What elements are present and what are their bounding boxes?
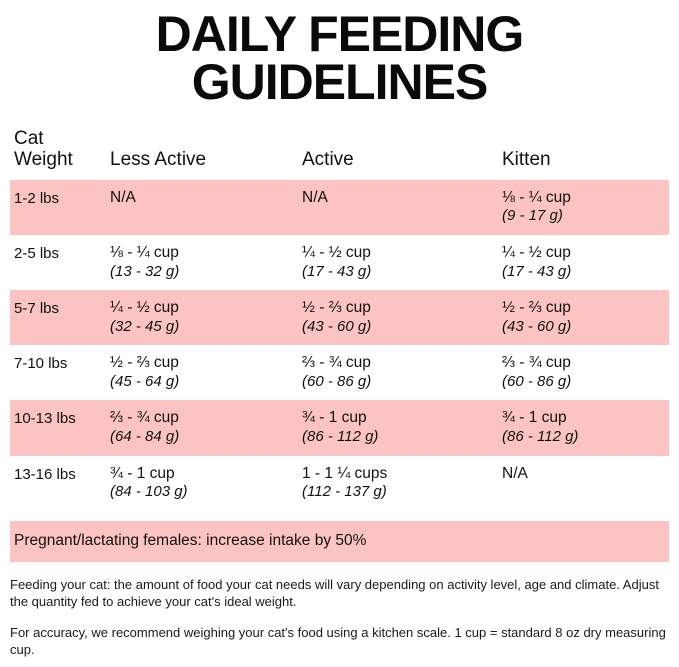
- amount-cups: ⅔ - ¾ cup: [302, 354, 371, 372]
- footnote-accuracy: For accuracy, we recommend weighing your cat's food using a kitchen scale. 1 cup = standard 8 oz dry measuring cup.: [10, 625, 666, 658]
- table-header-row: [10, 128, 669, 180]
- cell-weight: 13-16 lbs: [14, 465, 76, 483]
- table-row: [10, 345, 669, 400]
- table-row: [10, 290, 669, 345]
- amount-grams: (17 - 43 g): [302, 262, 372, 280]
- amount-cups: ⅛ - ¼ cup: [110, 243, 179, 261]
- amount-grams: (17 - 43 g): [502, 262, 572, 280]
- cell-active: [298, 345, 498, 400]
- amount-grams: (45 - 64 g): [110, 373, 180, 391]
- amount-cups: ½ - ⅔ cup: [110, 354, 179, 372]
- cell-less-active: [106, 290, 298, 345]
- footnotes: [10, 576, 669, 659]
- column-header-less-active: Less Active: [110, 149, 207, 171]
- amount-grams: (43 - 60 g): [502, 317, 572, 335]
- cell-weight: 1-2 lbs: [10, 180, 106, 235]
- table-row: [10, 180, 669, 235]
- column-header-active: Active: [302, 149, 354, 171]
- page-title-line-2: GUIDELINES: [191, 54, 488, 110]
- amount-cups: 1 - 1 ¼ cups: [302, 464, 388, 482]
- table-header: [10, 128, 669, 180]
- amount-grams: (9 - 17 g): [502, 207, 563, 225]
- amount-grams: (60 - 86 g): [302, 373, 372, 391]
- column-header-kitten: Kitten: [502, 149, 551, 171]
- amount-cups: ½ - ⅔ cup: [302, 298, 371, 316]
- column-header-weight: [10, 128, 106, 180]
- amount-cups: ⅔ - ¾ cup: [502, 354, 571, 372]
- pregnant-lactating-note: Pregnant/lactating females: increase intake by 50%: [10, 521, 669, 562]
- table-row: [10, 235, 669, 290]
- cell-less-active: [106, 180, 298, 235]
- amount-grams: (13 - 32 g): [110, 262, 180, 280]
- cell-active: [298, 456, 498, 511]
- amount-grams: (43 - 60 g): [302, 317, 372, 335]
- cell-active: [298, 180, 498, 235]
- cell-kitten: [498, 345, 669, 400]
- amount-cups: ¼ - ½ cup: [110, 298, 179, 316]
- cell-less-active: [106, 456, 298, 511]
- amount-cups: N/A: [502, 464, 528, 482]
- feeding-table: [10, 128, 669, 511]
- cell-weight: 7-10 lbs: [14, 355, 68, 373]
- cell-kitten: [498, 456, 669, 511]
- amount-grams: (64 - 84 g): [110, 428, 180, 446]
- cell-active: [298, 290, 498, 345]
- cell-weight: 10-13 lbs: [10, 400, 106, 455]
- amount-cups: ¼ - ½ cup: [502, 243, 571, 261]
- amount-cups: ½ - ⅔ cup: [502, 298, 571, 316]
- amount-grams: (32 - 45 g): [110, 317, 180, 335]
- amount-cups: ¾ - 1 cup: [302, 409, 367, 427]
- cell-weight: 2-5 lbs: [14, 244, 60, 262]
- cell-active: [298, 235, 498, 290]
- amount-grams: (86 - 112 g): [502, 428, 579, 446]
- amount-grams: (60 - 86 g): [502, 373, 572, 391]
- cell-active: [298, 400, 498, 455]
- cell-less-active: [106, 345, 298, 400]
- cell-weight: 5-7 lbs: [10, 290, 106, 345]
- amount-grams: (112 - 137 g): [302, 483, 387, 501]
- page-title-line-1: DAILY FEEDING: [155, 6, 524, 62]
- cell-kitten: [498, 235, 669, 290]
- amount-cups: ¾ - 1 cup: [502, 409, 567, 427]
- footnote-feeding: Feeding your cat: the amount of food your cat needs will vary depending on activity level, age and climate. Adjust the quantity fed to achieve your cat's ideal weight.: [10, 576, 659, 609]
- table-row: [10, 456, 669, 511]
- amount-cups: ⅛ - ¼ cup: [502, 188, 571, 206]
- amount-cups: ¼ - ½ cup: [302, 243, 371, 261]
- cell-kitten: [498, 180, 669, 235]
- cell-kitten: [498, 400, 669, 455]
- amount-cups: N/A: [110, 188, 136, 206]
- table-row: [10, 400, 669, 455]
- cell-less-active: [106, 235, 298, 290]
- amount-grams: (84 - 103 g): [110, 483, 188, 501]
- amount-grams: (86 - 112 g): [302, 428, 379, 446]
- table-body: [10, 180, 669, 511]
- page-title: [10, 0, 669, 110]
- column-header-weight-line-2: Weight: [14, 149, 73, 171]
- amount-cups: ⅔ - ¾ cup: [110, 409, 179, 427]
- column-header-weight-line-1: Cat: [14, 128, 44, 149]
- amount-cups: N/A: [302, 188, 328, 206]
- amount-cups: ¾ - 1 cup: [110, 464, 175, 482]
- cell-kitten: [498, 290, 669, 345]
- cell-less-active: [106, 400, 298, 455]
